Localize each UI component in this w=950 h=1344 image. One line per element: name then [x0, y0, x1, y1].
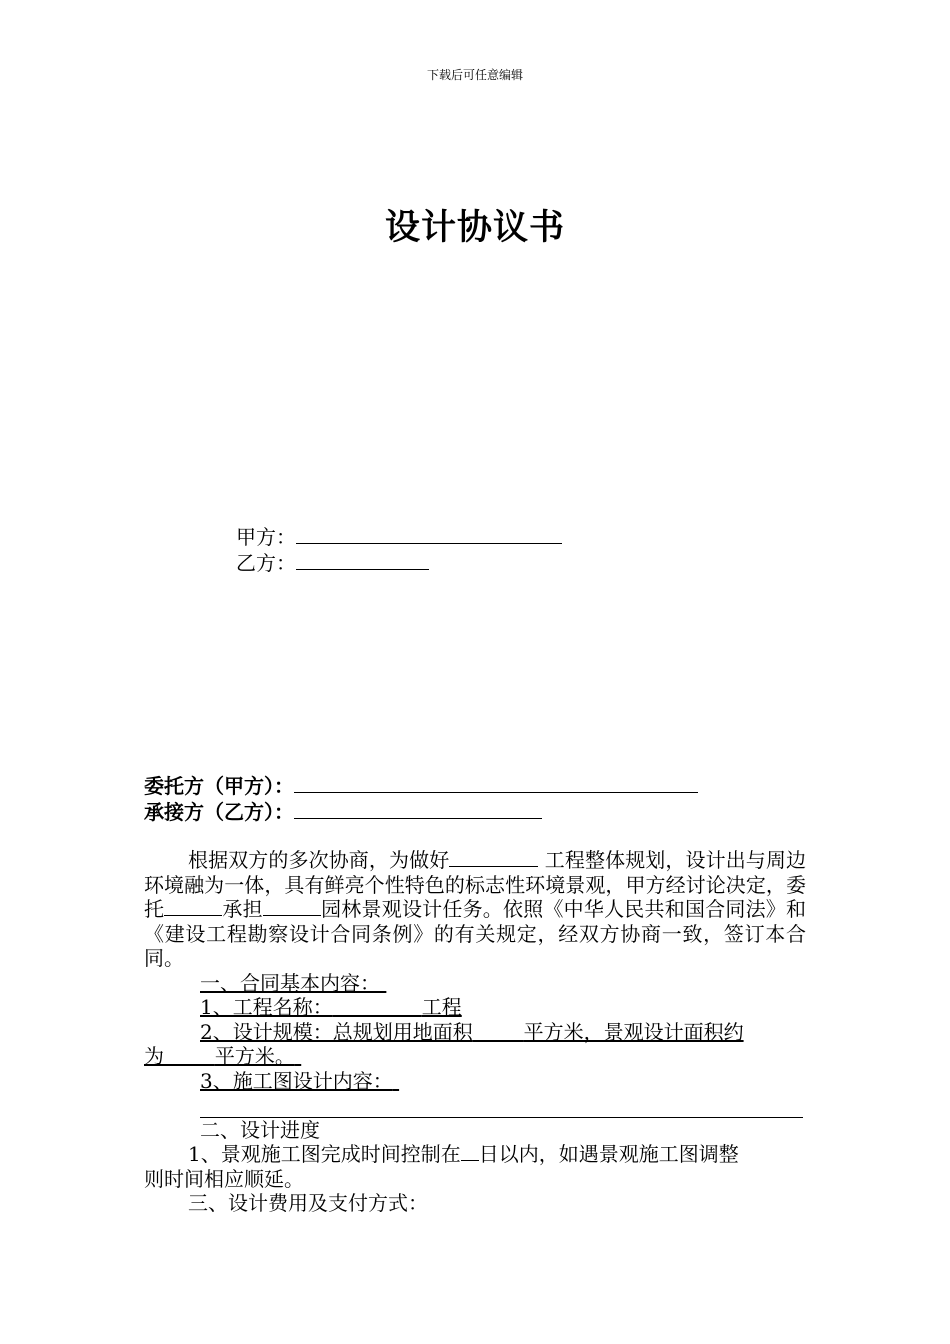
scale-text-2: 为 — [144, 1044, 164, 1068]
section1-heading-row — [144, 971, 806, 996]
project-suffix: 工程 — [421, 995, 462, 1019]
contractor-label: 承接方（乙方）： — [144, 800, 294, 824]
intro-text-1: 根据双方的多次协商，为做好 — [188, 848, 450, 872]
blank-row — [144, 1093, 806, 1118]
section1-item2 — [144, 1020, 806, 1045]
cover-party-b — [236, 549, 429, 575]
client-line — [144, 772, 698, 798]
intro-paragraph — [144, 848, 806, 971]
cover-party-a — [236, 523, 562, 549]
undertaker-blank[interactable] — [263, 897, 321, 916]
design-area-blank[interactable] — [164, 1044, 215, 1068]
project-name-blank[interactable] — [333, 995, 422, 1019]
intro-text-3: 承担 — [222, 897, 263, 921]
party-a-blank[interactable] — [296, 523, 562, 544]
total-area-blank[interactable] — [473, 1020, 524, 1044]
schedule-text-1: 1、景观施工图完成时间控制在 — [188, 1142, 461, 1166]
client-label: 委托方（甲方）： — [144, 774, 294, 798]
contractor-line — [144, 798, 542, 824]
construction-content-blank[interactable] — [200, 1117, 803, 1118]
contractor-blank[interactable] — [294, 798, 542, 819]
section1-heading: 一、合同基本内容： — [200, 970, 380, 995]
scale-label: 2、设计规模：总规划用地面积 — [200, 1019, 473, 1044]
party-b-blank[interactable] — [296, 549, 429, 570]
section2-heading: 二、设计进度 — [200, 1117, 320, 1142]
days-blank[interactable] — [461, 1142, 479, 1161]
contract-body — [144, 848, 806, 1216]
scale-text: 平方米，景观设计面积约 — [523, 1019, 744, 1044]
section1-item1 — [144, 995, 806, 1020]
section1-item2-cont — [144, 1044, 806, 1069]
section3-heading: 三、设计费用及支付方式： — [188, 1191, 428, 1215]
project-name-label: 1、工程名称： — [200, 995, 333, 1019]
project-blank[interactable] — [449, 848, 538, 867]
schedule-text-2: 日以内，如遇景观施工图调整 — [478, 1142, 739, 1166]
page-header: 下载后可任意编辑 — [426, 68, 523, 82]
party-b-label: 乙方： — [236, 551, 296, 575]
section2-item1-cont: 则时间相应顺延。 — [144, 1166, 304, 1191]
party-a-label: 甲方： — [236, 525, 296, 549]
intro-text-4: 园林景观设计任务。依照《中华人民共和国合同法》和《建设工程勘察设计合同条例》的有关规定，经双方协商一致，签订本合同。 — [144, 897, 807, 970]
construction-content-label: 3、施工图设计内容： — [200, 1068, 393, 1093]
scale-unit: 平方米。 — [214, 1044, 295, 1068]
client-blank[interactable] — [294, 772, 698, 793]
entrusted-blank[interactable] — [164, 897, 222, 916]
intro-text-2: 工程整体规划，设计出与周边环境融为一体，具有鲜亮个性特色的标志性环境景观，甲方经讨论决定，委托 — [144, 848, 807, 921]
document-title: 设计协议书 — [384, 208, 565, 248]
section2-item1 — [144, 1142, 806, 1167]
section1-item3 — [144, 1069, 806, 1094]
